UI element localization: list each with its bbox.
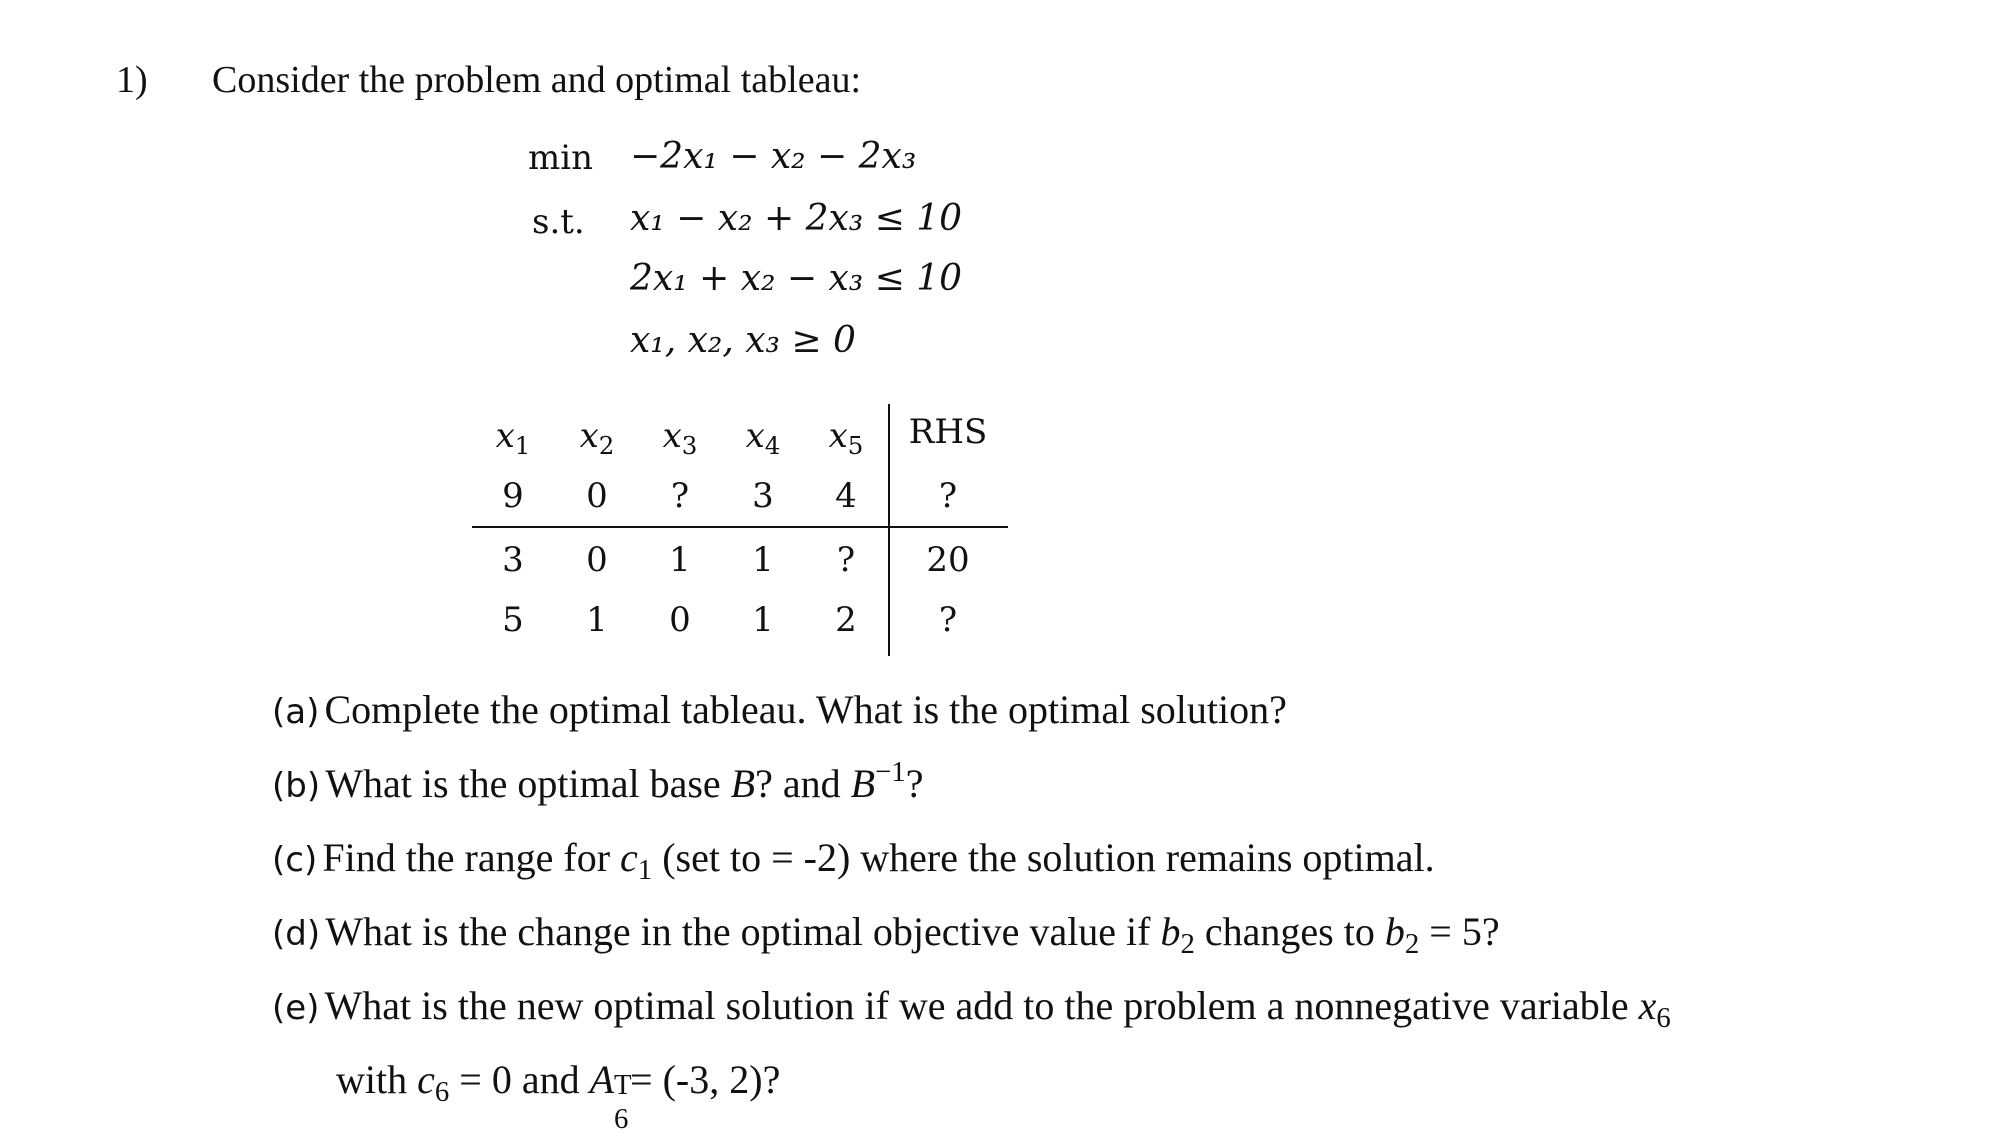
constraints-label: s.t. <box>532 202 585 242</box>
tableau-header-x3: $x_3$ <box>662 416 698 460</box>
problem-intro: Consider the problem and optimal tableau: <box>212 59 862 101</box>
question-a <box>272 686 1287 733</box>
tableau-cell: 5 <box>502 600 524 640</box>
question-e-continuation: with $c_6 = 0$ and A T 6 = (-3, 2)? <box>336 1057 781 1135</box>
tableau-horizontal-rule <box>472 526 1008 528</box>
tableau-header-rhs: RHS <box>908 412 988 452</box>
tableau-cell: 4 <box>835 476 857 516</box>
tableau-cell: ? <box>670 476 690 516</box>
tableau-header-x4: $x_4$ <box>745 416 781 460</box>
tableau-cell: 1 <box>586 600 608 640</box>
constraint-2: 2x₁ + x₂ − x₃ ≤ 10 <box>630 258 963 299</box>
tableau-rhs-cell: ? <box>938 476 958 516</box>
tableau-cell: 1 <box>752 540 774 580</box>
question-label: (d) <box>272 914 321 954</box>
tableau-cell: 1 <box>669 540 691 580</box>
tableau-cell: 1 <box>752 600 774 640</box>
objective-function: −2x₁ − x₂ − 2x₃ <box>630 136 917 177</box>
tableau-header-x1: $x_1$ <box>495 416 531 460</box>
tableau-cell: 3 <box>752 476 774 516</box>
question-text: Complete the optimal tableau. What is the optimal solution? <box>324 687 1287 732</box>
tableau-cell: 0 <box>586 540 608 580</box>
problem-number: 1) <box>116 59 148 101</box>
tableau-rhs-cell: 20 <box>926 540 970 580</box>
question-label: (b) <box>272 766 321 806</box>
question-label: (c) <box>272 840 318 880</box>
tableau-header-x2: $x_2$ <box>579 416 615 460</box>
tableau-cell: 0 <box>669 600 691 640</box>
question-label: (e) <box>272 988 320 1028</box>
constraint-1: x₁ − x₂ + 2x₃ ≤ 10 <box>630 198 963 239</box>
tableau-cell: 2 <box>835 600 857 640</box>
tableau-cell: 0 <box>586 476 608 516</box>
objective-label: min <box>528 138 594 178</box>
nonnegativity-constraint: x₁, x₂, x₃ ≥ 0 <box>630 320 856 361</box>
tableau-cell: 3 <box>502 540 524 580</box>
question-d: (d) What is the change in the optimal objective value if $b_2$ changes to $b_2 = 5$? <box>272 909 1500 961</box>
tableau-cell: ? <box>836 540 856 580</box>
question-c: (c) Find the range for $c_1$ (set to = -2) where the solution remains optimal. <box>272 835 1435 887</box>
tableau-header-x5: $x_5$ <box>828 416 864 460</box>
tableau-rhs-cell: ? <box>938 600 958 640</box>
tableau-vertical-rule <box>888 404 890 656</box>
question-e: (e) What is the new optimal solution if we add to the problem a nonnegative variable $x_6$ <box>272 983 1671 1035</box>
tableau-cell: 9 <box>502 476 524 516</box>
question-b: (b) What is the optimal base B? and $B^{-1}$? <box>272 756 924 806</box>
question-label: (a) <box>272 692 320 732</box>
